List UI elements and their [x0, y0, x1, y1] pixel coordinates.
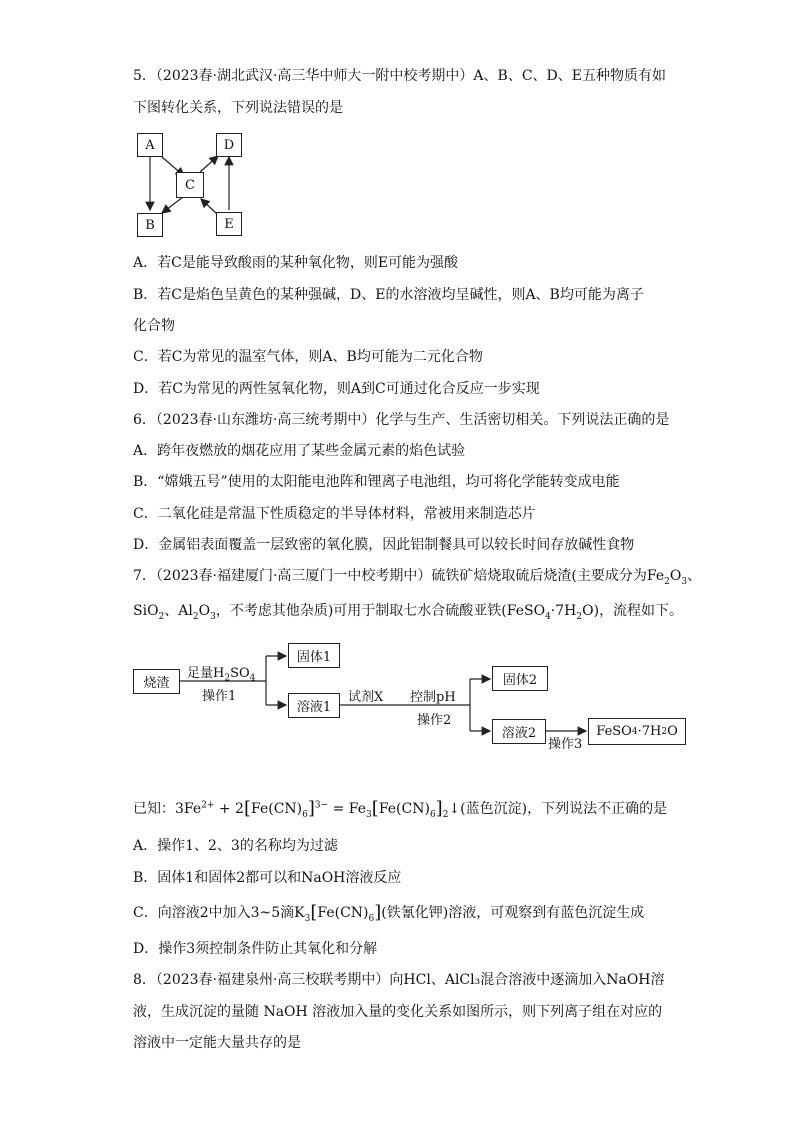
q5-stem-line-1: 5．（2023春·湖北武汉·高三华中师大一附中校考期中）A、B、C、D、E五种物质有如: [133, 68, 666, 84]
q8-stem-line-2: 液，生成沉淀的量随 NaOH 溶液加入量的变化关系如图所示，则下列离子组在对应的: [133, 1004, 663, 1020]
flow-op3-label: 操作3: [548, 737, 583, 752]
q6-option-b: B．“嫦娥五号”使用的太阳能电池阵和锂离子电池组，均可将化学能转变成电能: [133, 474, 620, 490]
q7-stem-text-2: 不考虑其他杂质)可用于制取七水合硫酸亚铁: [229, 603, 502, 619]
q8-stem-line-1: 8．（2023春·福建泉州·高三校联考期中）向HCl、AlCl₃混合溶液中逐滴加入NaOH溶: [133, 972, 665, 988]
node-b: B: [137, 213, 163, 237]
flow-solution1-box: 溶液1: [288, 693, 340, 718]
flow-control-ph-label: 控制pH: [410, 690, 456, 705]
node-c: C: [176, 172, 204, 198]
node-a: A: [137, 133, 163, 157]
q7-option-c: C．向溶液2中加入3~5滴$K_3[Fe(CN)_6]$(铁氰化钾)溶液，可观察到有蓝色沉淀生成: [133, 902, 645, 924]
q7-option-b: B．固体1和固体2都可以和NaOH溶液反应: [133, 870, 402, 886]
formula-sio2-al2o3: SiO$_2$、$Al_2O_3$，: [133, 603, 230, 622]
q5-option-b-line-2: 化合物: [133, 318, 175, 334]
flow-op1-label: 操作1: [202, 689, 237, 704]
q7-option-d: D．操作3须控制条件防止其氧化和分解: [133, 941, 378, 957]
flow-solid2-box: 固体2: [492, 666, 548, 691]
flow-reagent-x-label: 试剂X: [348, 690, 384, 705]
node-e: E: [216, 212, 242, 236]
formula-fe2o3: $Fe_2O_3$、: [646, 568, 702, 587]
flow-op2-label: 操作2: [417, 713, 452, 728]
q5-stem-line-2: 下图转化关系，下列说法错误的是: [133, 100, 343, 116]
q8-stem-line-3: 溶液中一定能大量共存的是: [133, 1035, 301, 1051]
flow-slag-box: 烧渣: [133, 669, 180, 694]
q7-option-a: A．操作1、2、3的名称均为过滤: [133, 838, 338, 854]
q6-option-c: C．二氧化硅是常温下性质稳定的半导体材料，常被用来制造芯片: [133, 506, 536, 522]
formula-feso4-7h2o: $(FeSO_4\cdot 7H_2O)$: [501, 603, 600, 622]
flow-reagent-label: 足量$H_2SO_4$: [187, 666, 256, 684]
q5-option-a: A．若C是能导致酸雨的某种氧化物，则E可能为强酸: [133, 255, 459, 271]
q7-stem-text: 7．（2023春·福建厦门·高三厦门一中校考期中）硫铁矿焙烧取硫后烧渣(主要成分为: [133, 568, 647, 584]
q6-stem: 6．（2023春·山东潍坊·高三统考期中）化学与生产、生活密切相关。下列说法正确的是: [133, 412, 670, 428]
flow-solid1-box: 固体1: [288, 643, 340, 668]
q7-stem-text-3: ，流程如下。: [599, 603, 684, 619]
q7-known-equation: 已知：$3Fe^{2+} + 2[Fe(CN)_6]^{3-}$ = $Fe_3[Fe(CN)_6]_2↓$(蓝色沉淀)，下列说法不正确的是: [133, 798, 668, 820]
node-d: D: [216, 133, 242, 157]
flow-product-box: FeSO 4 ·7H 2 O: [588, 718, 686, 745]
q5-option-b-line-1: B．若C是焰色呈黄色的某种强碱，D、E的水溶液均呈碱性，则A、B均可能为离子: [133, 287, 644, 303]
q5-option-c: C．若C为常见的温室气体，则A、B均可能为二元化合物: [133, 349, 483, 365]
q5-option-d: D．若C为常见的两性氢氧化物，则A到C可通过化合反应一步实现: [133, 381, 540, 397]
q6-option-a: A．跨年夜燃放的烟花应用了某些金属元素的焰色试验: [133, 443, 466, 459]
flow-solution2-box: 溶液2: [492, 719, 546, 744]
q6-option-d: D．金属铝表面覆盖一层致密的氧化膜，因此铝制餐具可以较长时间存放碱性食物: [133, 537, 635, 553]
